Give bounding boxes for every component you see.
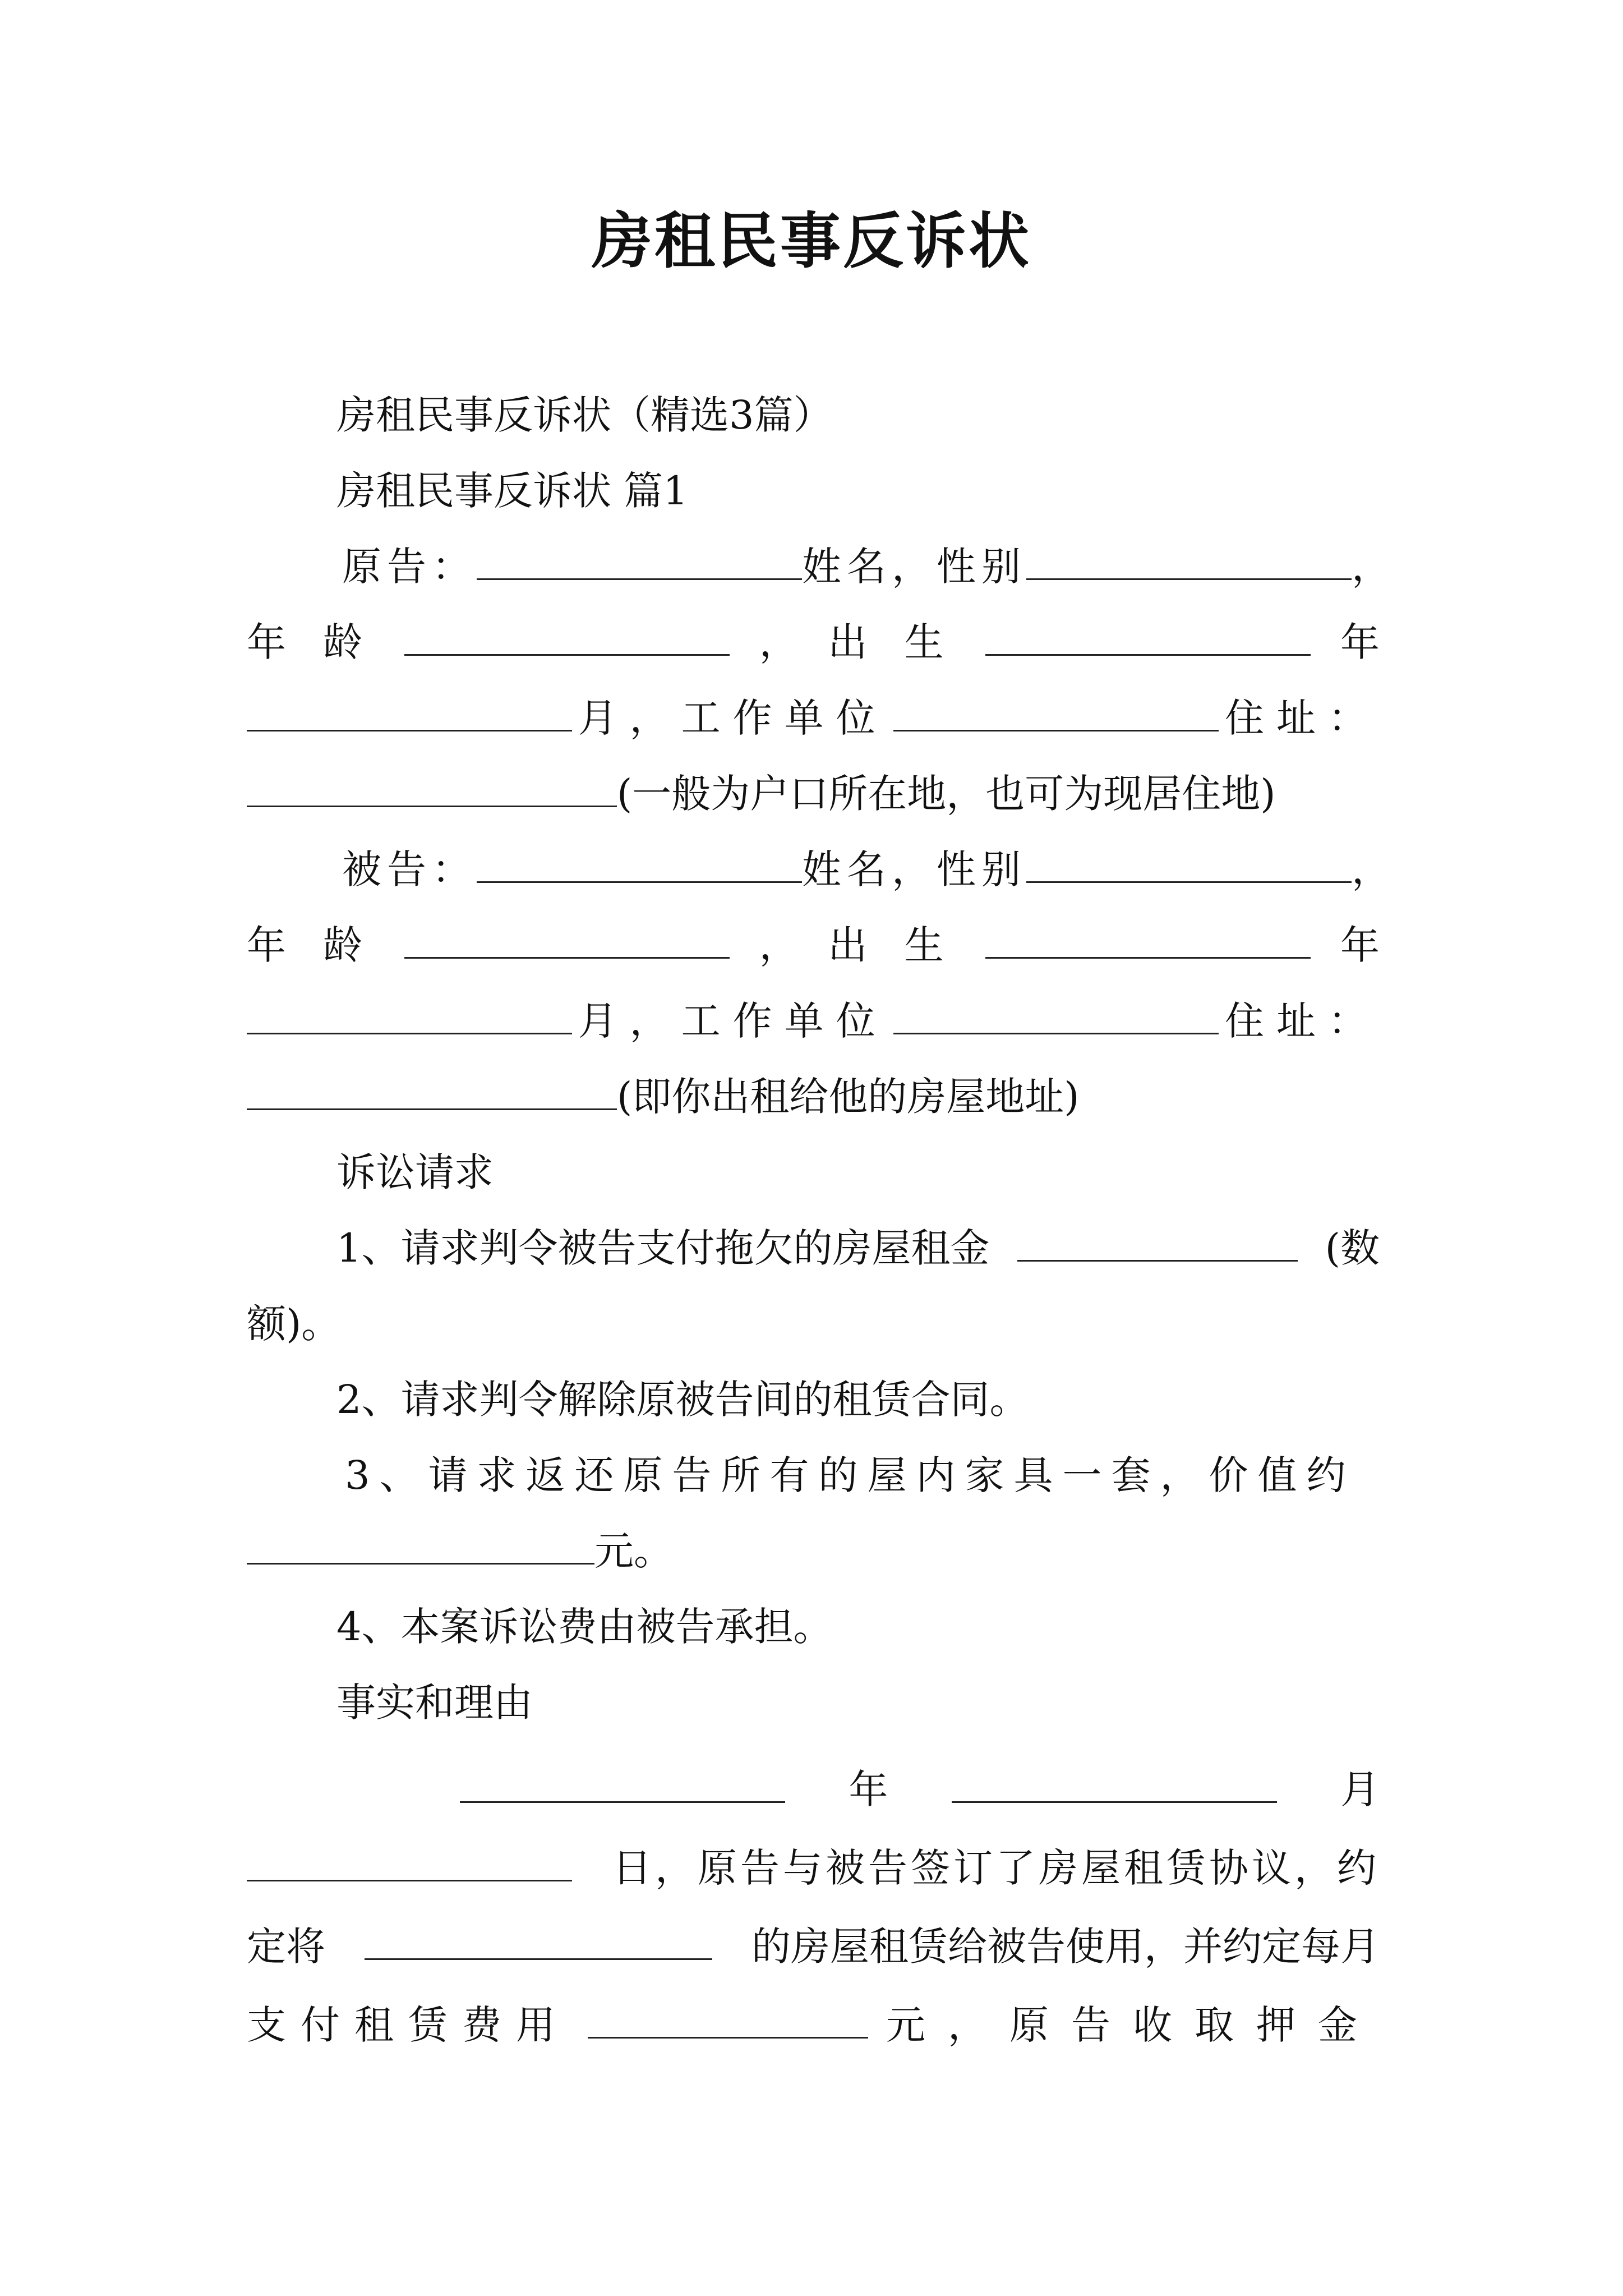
claims-heading: 诉讼请求 (336, 1149, 494, 1195)
part-heading-line (336, 463, 1469, 519)
facts-rent-blank[interactable] (588, 2002, 868, 2039)
defendant-name-gender-label: 姓名，性别 (802, 846, 1026, 892)
plaintiff-address-note: (一般为户口所在地，也可为现居住地) (617, 771, 1276, 817)
plaintiff-line-1 (247, 539, 1391, 595)
claim-3-line (247, 1447, 1380, 1503)
facts-heading-line (336, 1674, 1469, 1731)
claim-4-line (336, 1599, 1469, 1655)
plaintiff-line-3 (247, 690, 1380, 746)
defendant-address-note: (即你出租给他的房屋地址) (617, 1074, 1080, 1120)
defendant-line-2 (247, 917, 1380, 973)
part-heading: 房租民事反诉状 篇1 (336, 468, 688, 514)
defendant-work-blank[interactable] (893, 998, 1219, 1034)
plaintiff-address-blank[interactable] (247, 771, 617, 807)
defendant-born-blank[interactable] (985, 922, 1311, 959)
defendant-gender-blank[interactable] (1026, 846, 1352, 883)
defendant-line-3 (247, 993, 1380, 1049)
facts-property-blank[interactable] (365, 1924, 712, 1960)
plaintiff-born-label: 出 生 (828, 619, 956, 665)
facts-heading: 事实和理由 (336, 1680, 533, 1726)
defendant-born-label: 出 生 (828, 922, 956, 968)
defendant-name-blank[interactable] (477, 846, 802, 883)
claim-3-cont-line (247, 1523, 1380, 1579)
defendant-year-label: 年 (1340, 922, 1380, 968)
defendant-label: 被告： (342, 846, 477, 892)
subtitle: 房租民事反诉状（精选3篇） (336, 392, 833, 438)
facts-agree-line (247, 1918, 1380, 1975)
facts-day-line (247, 1840, 1380, 1896)
claim-1-continuation: 额)。 (247, 1301, 341, 1347)
claim-3-text: 3、请求返还原告所有的屋内家具一套，价值约 (345, 1452, 1355, 1498)
claim-1-cont-line (247, 1296, 1380, 1352)
plaintiff-label: 原告： (342, 544, 477, 590)
plaintiff-address-label: 住址： (1224, 695, 1380, 741)
plaintiff-age-label: 年 龄 (247, 619, 375, 665)
plaintiff-line-4 (247, 766, 1380, 822)
defendant-address-label: 住址： (1224, 998, 1380, 1044)
claim-3-value-blank[interactable] (247, 1528, 594, 1565)
facts-year-blank[interactable] (460, 1766, 785, 1803)
plaintiff-work-label: 月，工作单位 (578, 695, 888, 741)
plaintiff-born-blank[interactable] (985, 619, 1311, 656)
defendant-month-blank[interactable] (247, 998, 572, 1034)
plaintiff-gender-blank[interactable] (1026, 544, 1352, 580)
facts-month-label: 月 (1340, 1766, 1380, 1812)
plaintiff-line-2 (247, 614, 1380, 670)
plaintiff-name-gender-label: 姓名，性别 (802, 544, 1026, 590)
facts-date-line (247, 1761, 1380, 1818)
defendant-age-label: 年 龄 (247, 922, 375, 968)
facts-pay-prefix: 支付租赁费用 (247, 2002, 570, 2048)
facts-month-blank[interactable] (952, 1766, 1277, 1803)
defendant-work-label: 月，工作单位 (578, 998, 888, 1044)
defendant-line-4 (247, 1069, 1380, 1125)
plaintiff-age-blank[interactable] (404, 619, 730, 656)
claim-1-text: 1、请求判令被告支付拖欠的房屋租金 (336, 1225, 990, 1271)
facts-pay-text: 元，原告收取押金 (886, 2002, 1380, 2048)
claim-4-text: 4、本案诉讼费由被告承担。 (336, 1604, 833, 1650)
facts-agree-text: 的房屋租赁给被告使用，并约定每月 (751, 1924, 1380, 1970)
plaintiff-comma: ， (1352, 544, 1391, 590)
facts-pay-line (247, 1997, 1380, 2053)
claim-2-line (336, 1372, 1469, 1428)
defendant-line-1 (247, 841, 1391, 898)
claim-1-amount-blank[interactable] (1017, 1225, 1298, 1262)
plaintiff-sep: ， (759, 619, 799, 665)
defendant-address-blank[interactable] (247, 1074, 617, 1110)
claim-2-text: 2、请求判令解除原被告间的租赁合同。 (336, 1377, 1029, 1423)
plaintiff-name-blank[interactable] (477, 544, 802, 580)
document-title: 房租民事反诉状 (591, 206, 1031, 277)
plaintiff-work-blank[interactable] (893, 695, 1219, 731)
facts-year-label: 年 (849, 1766, 888, 1812)
claim-1-tail: (数 (1325, 1225, 1380, 1271)
claim-3-unit: 元。 (594, 1528, 673, 1574)
facts-day-blank[interactable] (247, 1845, 572, 1881)
claim-1-line (247, 1220, 1380, 1276)
claims-heading-line (336, 1144, 1469, 1200)
defendant-age-blank[interactable] (404, 922, 730, 959)
defendant-comma: ， (1352, 846, 1391, 892)
facts-agree-prefix: 定将 (247, 1924, 325, 1970)
plaintiff-year-label: 年 (1340, 619, 1380, 665)
defendant-sep: ， (759, 922, 799, 968)
subtitle-line (336, 387, 1469, 443)
plaintiff-month-blank[interactable] (247, 695, 572, 731)
facts-day-text: 日，原告与被告签订了房屋租赁协议，约 (612, 1845, 1380, 1891)
